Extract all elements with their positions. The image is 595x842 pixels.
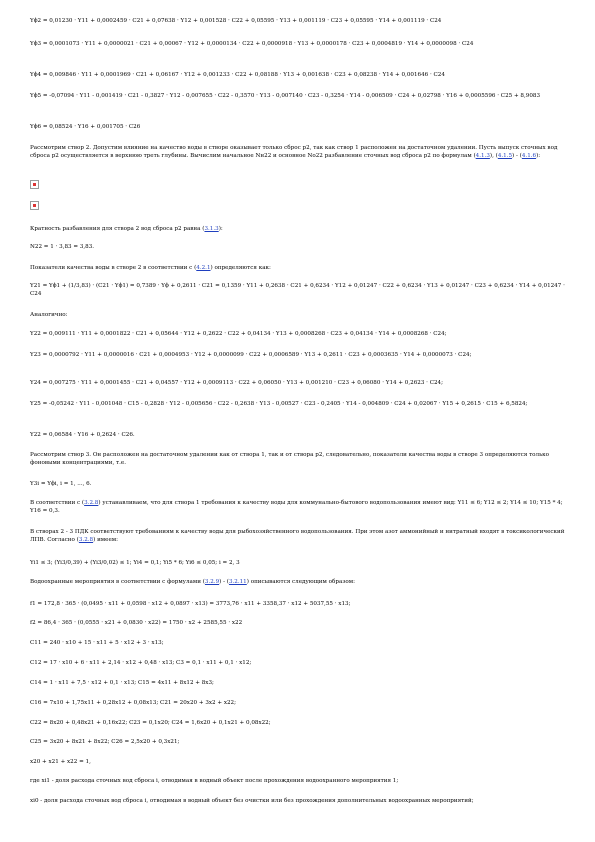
paragraph-text: Водоохранные мероприятия в соответствии с формулами ( [30,579,205,585]
link-formula-4-2-1[interactable]: 4.2.1 [196,265,211,271]
formula-c16: C16 = 7x10 + 1,75x11 + 0,28x12 + 0,08x13; C21 = 20x20 + 3x2 + x22; [30,700,236,706]
paragraph-end-text: ): [536,153,541,159]
formula-constraints: Yi1 ≤ 3; (Yi3/0,39) + (Yi3/0,02) ≤ 1; Yi4 = 0,1; Yi5 * 6; Yi6 ≤ 0,05; i = 2, 3 [30,560,240,566]
formula-y25: Y25 = -0,05242 · Y11 - 0,001048 · C15 - 0,2828 · Y12 - 0,005656 · C22 - 0,2638 · Y13 - 0,00527 · C23 - 0,2405 · Y14 - 0,004809 · C24 + 0,02067 · Y15 + 0,2615 · C15 + 6,5824; [30,401,528,407]
formula-y23: Y23 = 0,0000792 · Y11 + 0,0000016 · C21 + 0,0004953 · Y12 + 0,0000099 · C22 + 0,0006589 · Y13 + 0,2611 · C23 + 0,0003635 · Y14 + 0,0000073 · C24; [30,352,472,358]
link-formula-4-1-3[interactable]: 4.1.3 [475,153,490,159]
link-formula-3-2-8-b[interactable]: 3.2.8 [78,537,94,543]
formula-yf4: Yϕ4 = 0,009846 · Y11 + 0,0001969 · C21 + 0,06167 · Y12 + 0,001233 · C22 + 0,08188 · Y13 + 0,001638 · C23 + 0,08238 · Y14 + 0,001646 · C24 [30,72,445,78]
formula-yf3: Yϕ3 = 0,0001073 · Y11 + 0,0000021 · C21 + 0,00067 · Y12 + 0,0000134 · C22 + 0,0000918 · Y13 + 0,0000178 · C23 + 0,0004819 · Y14 + 0,0000098 · C24 [30,41,474,47]
paragraph-xi1-definition: где xi1 - доля расхода сточных вод сброса i, отводимая в водный объект после прохождения водоохранного мероприятия 1; [30,778,399,784]
formula-x-sum: x20 + x21 + x22 = 1, [30,759,91,765]
separator-text: ) - ( [512,153,522,159]
paragraph-analogously: Аналогично: [30,312,68,318]
separator-text: ), ( [489,153,498,159]
formula-yf6: Yϕ6 = 0,08524 · Y16 + 0,001705 · C26 [30,124,141,130]
link-formula-3-2-9[interactable]: 3.2.9 [204,579,220,585]
formula-y3i: Y3i = Yϕi, i = 1, ..., 6. [30,481,92,487]
paragraph-stvor3: Рассмотрим створ 3. Он расположен на достаточном удалении как от створа 1, так и от створа p2, следовательно, показатели качества воды в створе 3 определяются только фоновыми концентрациями, т.е. [30,452,550,466]
paragraph-stvor2-intro [30,144,565,160]
paragraph-xi0-definition: xi0 - доля расхода сточных вод сброса i, отводимая в водный объект без очистки или без прохождения дополнительных водоохранных мероприятий; [30,798,474,804]
formula-yf5: Yϕ5 = -0,07094 · Y11 - 0,001419 · C21 - 0,3827 · Y12 - 0,007655 · C22 - 0,3570 · Y13 - 0,007140 · C23 - 0,3254 · Y14 - 0,006509 · C24 + 0,02798 · Y16 + 0,0005596 · C25 + 8,9083 [30,93,541,99]
link-formula-4-1-5[interactable]: 4.1.5 [497,153,513,159]
paragraph-requirements-stvor1 [30,499,565,515]
formula-f1: f1 = 172,8 · 365 · (0,0495 · x11 + 0,0598 · x12 + 0,0897 · x13) = 3773,76 · x11 + 3358,37 · x12 + 5037,55 · x13; [30,601,351,607]
broken-image-icon [30,180,39,189]
formula-f2: f2 = 86,4 · 365 · (0,0555 · x21 + 0,0830 · x22) = 1750 · x2 + 2585,55 · x22 [30,620,243,626]
paragraph-text: Кратность разбавления для створа 2 вод сброса p2 равна ( [30,226,205,232]
separator-text: ) - ( [219,579,229,585]
formula-c14: C14 = 1 · x11 + 7,5 · x12 + 0,1 · x13; C15 = 4x11 + 8x12 + 8x3; [30,680,214,686]
link-formula-3-1-3[interactable]: 3.1.3 [204,226,219,232]
paragraph-text: В створах 2 - 3 ПДК соответствуют требованиям к качеству воды для рыбохозяйственного водопользования. При этом азот аммонийный и нитратный входят в токсикологический ЛПВ. Согласно ( [30,529,565,543]
formula-c25: C25 = 3x20 + 8x21 + 8x22; C26 = 2,5x20 + 0,3x21; [30,739,180,745]
link-formula-3-2-8[interactable]: 3.2.8 [84,500,99,506]
broken-image-icon [30,201,39,210]
paragraph-end-text: ) устанавливаем, что для створа 1 требования к качеству воды для коммунально-бытового водопользования имеют вид: Y11 ≤ 6; Y12 ≤ 2; Y14 ≤ 10; Y15 * 4; Y16 = 0,3. [30,500,563,514]
paragraph-text: Рассмотрим створ 2. Допустим влияние на качество воды в створе оказывает только сброс p2, так как створ 1 расположен на достаточном удалении. Пусть выпуск сточных вод сброса p2 осуществляется в верхнюю треть глубины. Вычислим начальное Nн22 и основное Nо22 разбавление сточных вод сброса p2 по формулам ( [30,145,558,159]
paragraph-end-text: ): [218,226,223,232]
paragraph-measures [30,578,565,586]
formula-c12: C12 = 17 · x10 + 6 · x11 + 2,14 · x12 + 0,48 · x13; C3 = 0,1 · x11 + 0,1 · x12; [30,660,252,666]
formula-y24: Y24 = 0,007275 · Y11 + 0,0001455 · C21 + 0,04557 · Y12 + 0,0009113 · C22 + 0,06050 · Y13 + 0,001210 · C23 + 0,06080 · Y14 + 0,2623 · C24; [30,380,443,386]
formula-y22-second: Y22 = 0,06584 · Y16 + 0,2624 · C26. [30,432,135,438]
formula-y22: Y22 = 0,009111 · Y11 + 0,0001822 · C21 + 0,05644 · Y12 + 0,2622 · C22 + 0,04134 · Y13 + 0,0008268 · C23 + 0,04134 · Y14 + 0,0008268 · C24; [30,331,447,337]
paragraph-end-text: ) определяются как: [210,265,271,271]
link-formula-3-2-11[interactable]: 3.2.11 [228,579,247,585]
paragraph-end-text: ) описываются следующим образом: [246,579,355,585]
paragraph-requirements-stvor23 [30,528,565,544]
paragraph-quality-indicators [30,264,565,272]
paragraph-end-text: ) имеем: [93,537,119,543]
paragraph-text: Показатели качества воды в створе 2 в соответствии с ( [30,265,197,271]
formula-y21: Y21 = Yϕ1 + (1/3,83) · (C21 · Yϕ1) = 0,7389 · Yϕ + 0,2611 · C21 = 0,1359 · Y11 + 0,2638 · C21 + 0,6234 · Y12 + 0,01247 · C22 + 0,6234 · Y13 + 0,01247 · C23 + 0,6234 · Y14 + 0,01247 · C24 [30,283,565,297]
paragraph-dilution-ratio [30,225,565,233]
formula-c22: C22 = 8x20 + 0,48x21 + 0,16x22; C23 = 0,1x20; C24 = 1,6x20 + 0,1x21 + 0,08x22; [30,720,271,726]
paragraph-text: В соответствии с ( [30,500,85,506]
link-formula-4-1-6[interactable]: 4.1.6 [521,153,537,159]
formula-yf2: Yϕ2 = 0,01230 · Y11 + 0,0002459 · C21 + 0,07638 · Y12 + 0,001528 · C22 + 0,05595 · Y13 + 0,001119 · C23 + 0,05595 · Y14 + 0,001119 · C24 [30,18,442,24]
formula-c11: C11 = 240 · x10 + 15 · x11 + 5 · x12 + 3 · x13; [30,640,164,646]
formula-n22: N22 = 1 · 3,83 = 3,83. [30,244,95,250]
